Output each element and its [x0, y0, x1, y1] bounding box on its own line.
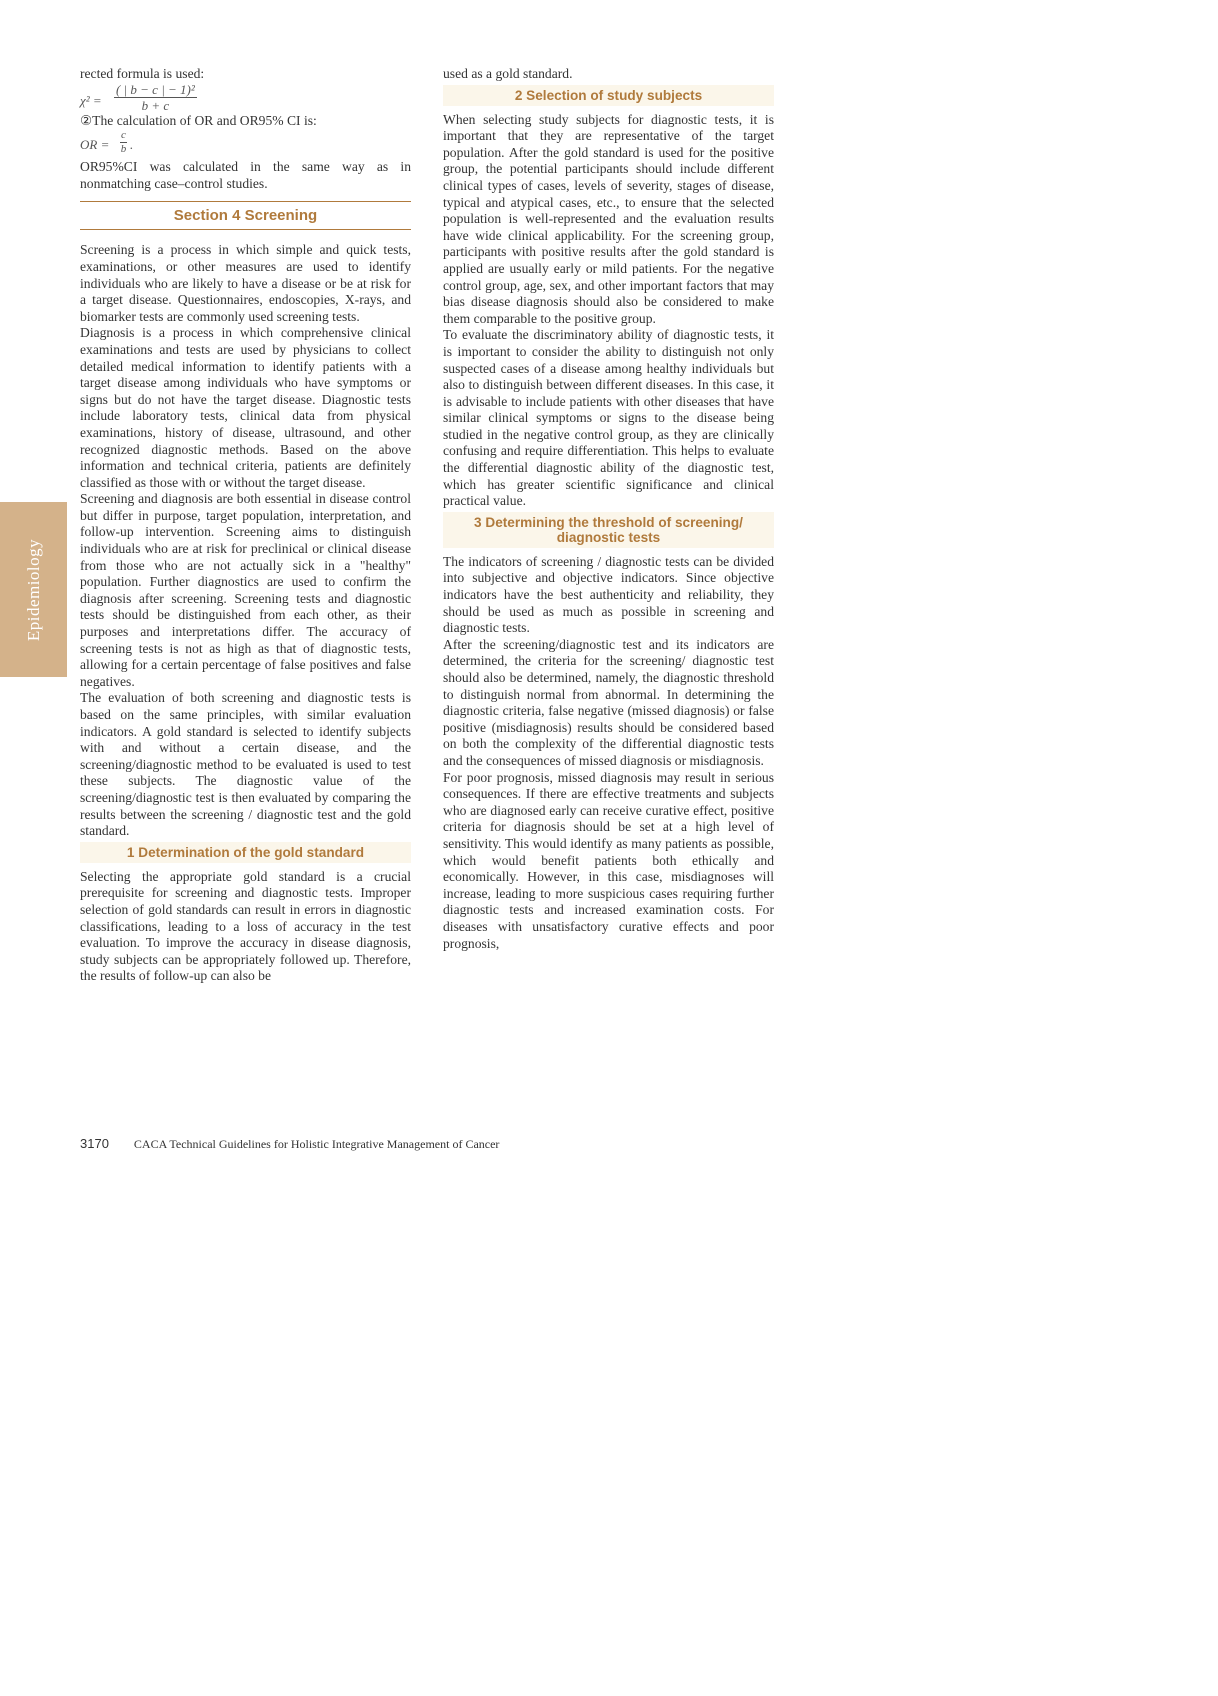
paragraph-gold-standard: Selecting the appropriate gold standard is a crucial prerequisite for screening and diagnostic tests. Improper selection of gold standards can result in errors in diagnostic classifications, leading to a loss of accuracy in the test evaluation. To improve the accuracy in disease diagnosis, study subjects can be appropriately followed up. Therefore, the results of follow-up can also be: [80, 868, 411, 984]
section-title: Section 4 Screening: [80, 201, 411, 230]
or-formula: [80, 129, 411, 159]
subsection-title-gold-standard: 1 Determination of the gold standard: [80, 842, 411, 863]
subsection-title-study-subjects: 2 Selection of study subjects: [443, 85, 774, 106]
formula-numerator: ( | b − c | − 1)²: [116, 81, 195, 97]
page-footer: [80, 1136, 499, 1152]
formula-intro: rected formula is used:: [80, 66, 205, 81]
or-formula-numerator: c: [121, 129, 126, 142]
paragraph-threshold-2: After the screening/diagnostic test and its indicators are determined, the criteria for the screening/ diagnostic test should also be determined, namely, the diagnostic threshold to distinguish normal from abnormal. In determining the diagnostic criteria, false negative (missed diagnosis) or false positive (misdiagnosis) results should be considered based on both the complexity of the differential diagnostic tests and the consequences of missed diagnosis or misdiagnosis.: [443, 636, 774, 768]
page-number: 3170: [80, 1136, 109, 1151]
left-column: [80, 66, 411, 985]
paragraph-evaluation: The evaluation of both screening and diagnostic tests is based on the same principles, with similar evaluation indicators. A gold standard is selected to identify subjects with and without a certain disease, and the screening/diagnostic method to be evaluated is used to test these subjects. The diagnostic value of the screening/diagnostic test is then evaluated by comparing the results between the screening / diagnostic test and the gold standard.: [80, 690, 411, 839]
paragraph-threshold-1: The indicators of screening / diagnostic tests can be divided into subjective and objective indicators. Since objective indicators have the best authenticity and reliability, they should be used as much as possible in screening and diagnostic tests.: [443, 553, 774, 636]
paragraph-study-subjects-1: When selecting study subjects for diagnostic tests, it is important that they are representative of the target population. After the gold standard is used for the positive group, the potential participants should include different clinical types of cases, levels of severity, stages of disease, typical and atypical cases, etc., to ensure that the selected population is well-represented and the evaluation results have wide clinical applicability. For the screening group, participants with positive results after the gold standard is applied are usually early or mild patients. For the negative control group, age, sex, and other important factors that may bias disease diagnosis should also be considered to make them comparable to the positive group.: [443, 111, 774, 326]
or-formula-fraction: [120, 129, 127, 156]
or-calculation-line: ②The calculation of OR and OR95% CI is:: [80, 112, 317, 128]
paragraph-screening-vs-diagnosis: Screening and diagnosis are both essential in disease control but differ in purpose, target population, interpretation, and follow-up intervention. Screening aims to distinguish individuals who are at risk for preclinical or clinical disease from those who are not actually sick in a "healthy" population. Further diagnostics are used to confirm the diagnosis after screening. Screening tests and diagnostic tests should be distinguished from each other, as their purposes and interpretations differ. The accuracy of screening tests is not as high as that of diagnostic tests, allowing for a certain percentage of false positives and false negatives.: [80, 491, 411, 689]
book-title: CACA Technical Guidelines for Holistic Integrative Management of Cancer: [133, 1137, 500, 1151]
or-formula-suffix: .: [130, 137, 134, 153]
side-tab: [0, 502, 67, 677]
formula-fraction: [114, 83, 197, 113]
paragraph-screening: Screening is a process in which simple and quick tests, examinations, or other measures are used to identify individuals who are likely to have a disease or be at risk for a target disease. Questionnaires, endoscopies, X-rays, and biomarker tests are commonly used screening tests.: [80, 242, 411, 324]
or-formula-lhs: OR =: [80, 137, 110, 153]
paragraph-threshold-3: For poor prognosis, missed diagnosis may result in serious consequences. If there are effective treatments and subjects who are diagnosed early can receive curative effect, positive criteria for diagnosis should be set at a high level of sensitivity. This would identify as many patients as possible, which would benefit patients both ethically and economically. However, in this case, misdiagnoses will increase, leading to more suspicious cases requiring further diagnostic tests and increased examination costs. For diseases with unsatisfactory curative effects and poor prognosis,: [443, 769, 774, 951]
formula-lhs: χ² =: [80, 92, 102, 108]
subsection-title-threshold: 3 Determining the threshold of screening/ diagnostic tests: [443, 512, 774, 548]
side-tab-label: Epidemiology: [23, 538, 43, 641]
chi-square-formula: [80, 83, 411, 113]
paragraph-diagnosis: Diagnosis is a process in which comprehensive clinical examinations and tests are used by physicians to collect detailed medical information to identify patients with a target disease among individuals who have symptoms or signs but do not have the target disease. Diagnostic tests include laboratory tests, clinical data from physical examinations, history of disease, ultrasound, and other recognized diagnostic methods. Based on the above information and technical criteria, patients are definitely classified as those with or without the target disease.: [80, 325, 411, 490]
or-ci-paragraph: OR95%CI was calculated in the same way as in nonmatching case–control studies.: [80, 159, 411, 191]
formula-denominator: b + c: [141, 97, 170, 113]
or-formula-denominator: b: [120, 143, 127, 156]
continued-text: used as a gold standard.: [443, 66, 573, 81]
paragraph-study-subjects-2: To evaluate the discriminatory ability of diagnostic tests, it is important to consider the ability to distinguish not only suspected cases of a disease among healthy individuals but also to distinguish between different diseases. In this case, it is advisable to include patients with other diseases that have similar clinical symptoms or signs to the disease being studied in the negative control group, as they are clinically confusing and require differentiation. This helps to evaluate the differential diagnostic ability of the diagnostic test, which has greater scientific significance and clinical practical value.: [443, 327, 774, 509]
right-column: [443, 66, 774, 952]
